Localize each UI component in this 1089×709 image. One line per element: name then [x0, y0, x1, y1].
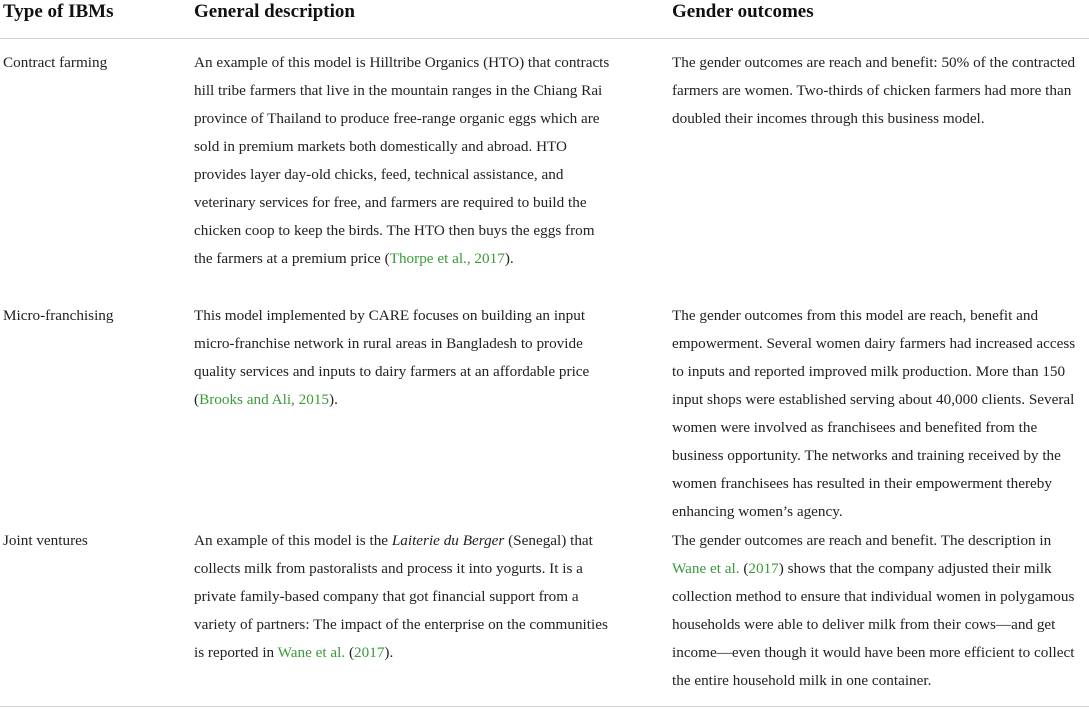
row-1-description-tail: ).: [504, 250, 514, 267]
row-3-description-mid: (: [345, 644, 355, 661]
header-type: Type of IBMs: [3, 1, 114, 22]
row-3-outcomes-mid: (: [739, 560, 749, 577]
row-3-outcomes-text: ) shows that the company adjusted their milk collection method to ensure that individual women in polygamous households were able to deliver milk from their cows—and get income—even though it would have been more efficient to collect the entire household milk in one container.: [672, 560, 1075, 689]
row-1-description-text: An example of this model is Hilltribe Organics (HTO) that contracts hill tribe farmers that live in the mountain ranges in the Chiang Rai province of Thailand to produce free-range organic eggs which are sold in premium markets both domestically and abroad. HTO provides layer day-old chicks, feed, technical assistance, and veterinary services for free, and farmers are required to build the chicken coop to keep the birds. The HTO then buys the eggs from the farmers at a premium price (: [194, 54, 610, 267]
citation-wane-2017-year-outcomes[interactable]: 2017: [748, 560, 779, 577]
row-3-outcomes: [672, 527, 1088, 695]
row-2-description-tail: ).: [329, 391, 338, 408]
row-2-type: Micro-franchising: [3, 307, 114, 324]
row-3-description-text: (Senegal) that collects milk from pastoralists and process it into yogurts. It is a private family-based company that got financial support from a variety of partners: The impact of the enterprise on the communities is reported in: [194, 532, 608, 661]
citation-wane-et-al[interactable]: Wane et al.: [277, 644, 346, 661]
header-divider: [0, 38, 1089, 39]
row-2-description: [194, 302, 614, 414]
row-3-type: Joint ventures: [3, 532, 88, 549]
row-2-outcomes: The gender outcomes from this model are reach, benefit and empowerment. Several women dairy farmers had increased access to inputs and reported improved milk production. More than 150 input shops were established serving about 40,000 clients. Several women were involved as franchisees and benefited from the business opportunity. The networks and training received by the women franchisees has resulted in their empowerment thereby enhancing women’s agency.: [672, 307, 1076, 520]
row-3-outcomes-pre: The gender outcomes are reach and benefit. The description in: [672, 532, 1052, 549]
laiterie-du-berger-name: Laiterie du Berger: [391, 532, 505, 549]
header-outcomes: Gender outcomes: [672, 1, 814, 22]
row-1-description: [194, 49, 614, 273]
row-3-description-tail: ).: [384, 644, 394, 661]
row-3-description-pre: An example of this model is the: [194, 532, 392, 549]
citation-wane-2017-year[interactable]: 2017: [354, 644, 385, 661]
citation-brooks-ali-2015[interactable]: Brooks and Ali, 2015: [199, 391, 330, 408]
row-3-description: [194, 527, 614, 667]
citation-wane-et-al-outcomes[interactable]: Wane et al.: [672, 560, 740, 577]
table-bottom-rule: [0, 706, 1089, 707]
row-2-description-text: This model implemented by CARE focuses on building an input micro-franchise network in rural areas in Bangladesh to provide quality services and inputs to dairy farmers at an affordable price (: [194, 307, 590, 408]
header-description: General description: [194, 1, 355, 22]
row-1-outcomes: The gender outcomes are reach and benefit: 50% of the contracted farmers are women. Two-thirds of chicken farmers had more than doubled their incomes through this business model.: [672, 54, 1076, 127]
row-1-type: Contract farming: [3, 54, 108, 71]
citation-thorpe-2017[interactable]: Thorpe et al., 2017: [389, 250, 505, 267]
